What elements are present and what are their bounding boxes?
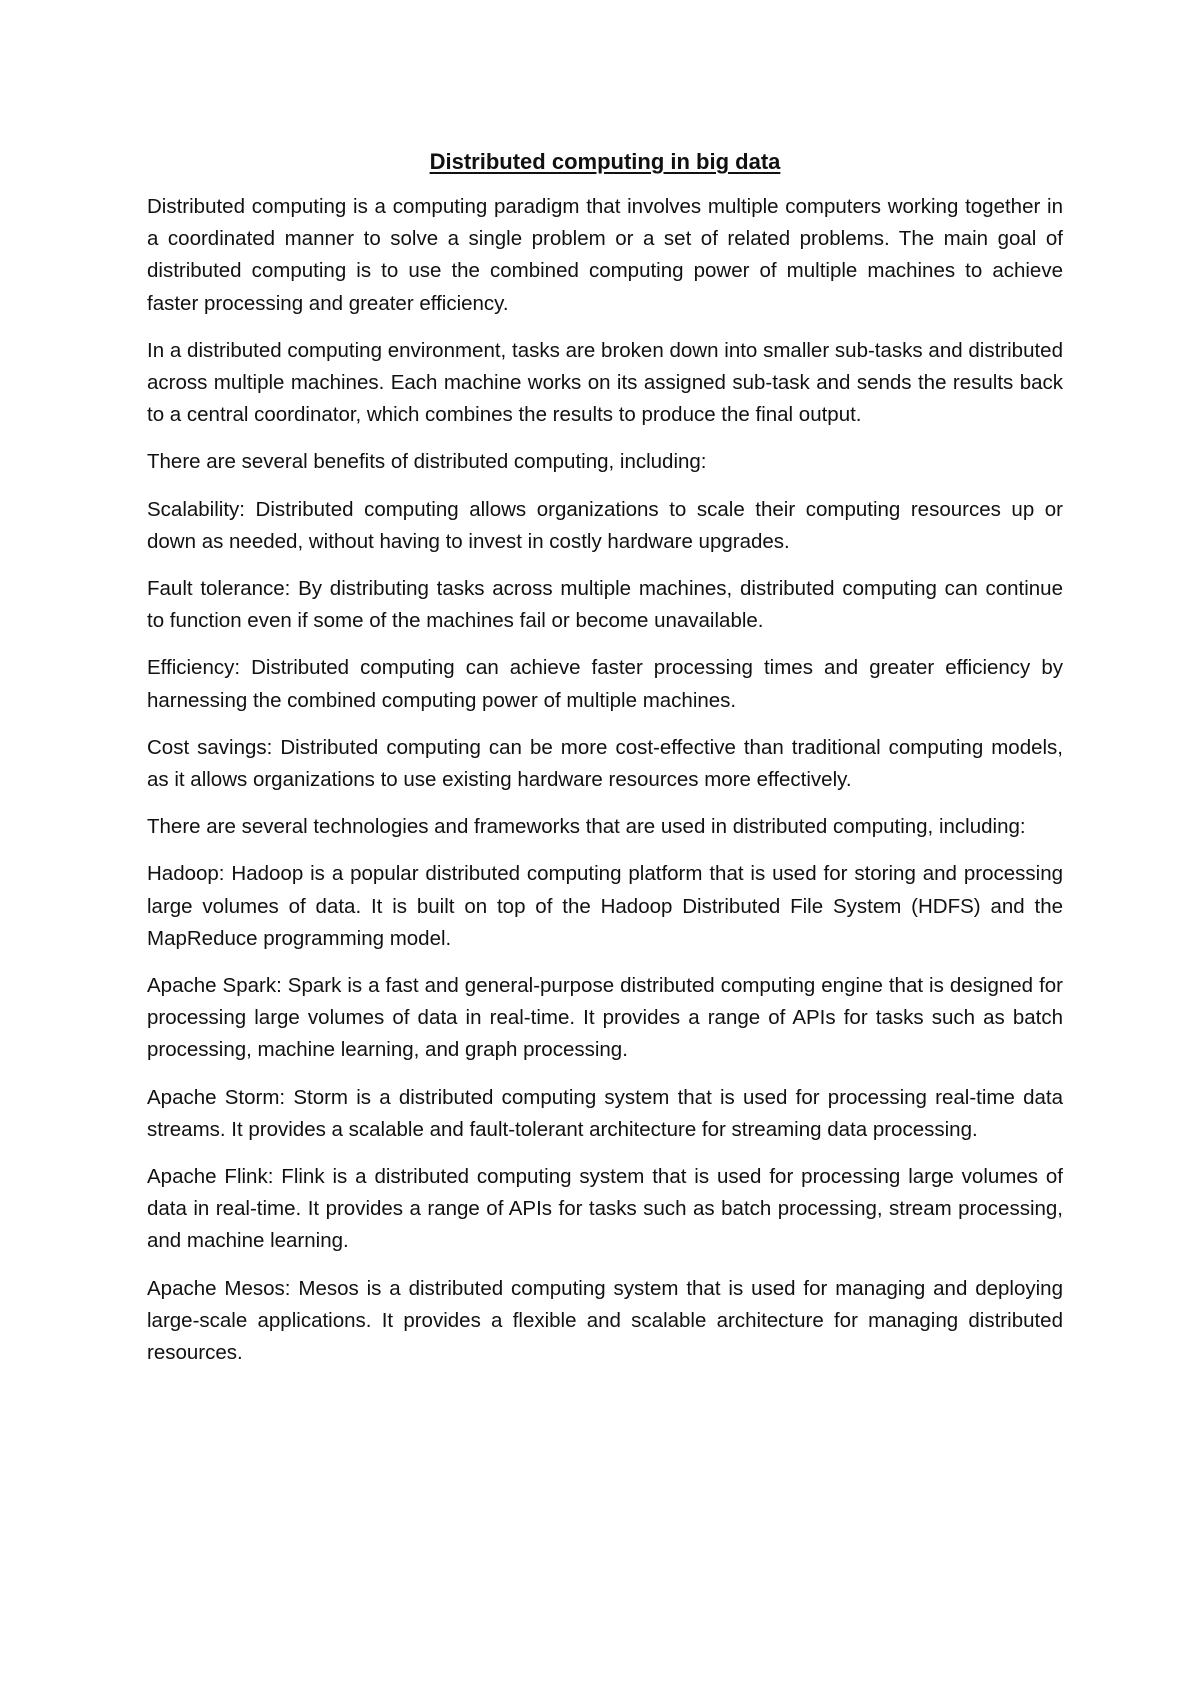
paragraph-fault-tolerance: Fault tolerance: By distributing tasks across multiple machines, distributed computing can continue to function even if some of the machines fail or become unavailable. — [147, 577, 1063, 633]
paragraph-cost-savings: Cost savings: Distributed computing can be more cost-effective than traditional computing models, as it allows organizations to use existing hardware resources more effectively. — [147, 735, 1063, 792]
paragraph-scalability: Scalability: Distributed computing allows organizations to scale their computing resources up or down as needed, without having to invest in costly hardware upgrades. — [147, 497, 1063, 553]
paragraph-apache-flink: Apache Flink: Flink is a distributed computing system that is used for processing large volumes of data in real-time. It provides a range of APIs for tasks such as batch processing, stream processing, and machine learning. — [147, 1165, 1063, 1253]
document-title: Distributed computing in big data — [429, 149, 781, 174]
paragraph-efficiency: Efficiency: Distributed computing can achieve faster processing times and greater efficiency by harnessing the combined computing power of multiple machines. — [147, 656, 1063, 712]
paragraph-apache-mesos: Apache Mesos: Mesos is a distributed computing system that is used for managing and deploying large-scale applications. It provides a flexible and scalable architecture for managing distributed resources. — [147, 1276, 1063, 1365]
document-body — [147, 145, 1063, 1384]
paragraph-apache-storm: Apache Storm: Storm is a distributed computing system that is used for processing real-time data streams. It provides a scalable and fault-tolerant architecture for streaming data processing. — [147, 1085, 1063, 1141]
paragraph-technologies-intro: There are several technologies and frameworks that are used in distributed computing, including: — [147, 815, 1026, 839]
paragraph-intro: Distributed computing is a computing paradigm that involves multiple computers working together in a coordinated manner to solve a single problem or a set of related problems. The main goal of distributed computing is to use the combined computing power of multiple machines to achieve faster processing and greater efficiency. — [147, 195, 1063, 315]
paragraph-hadoop: Hadoop: Hadoop is a popular distributed computing platform that is used for storing and processing large volumes of data. It is built on top of the Hadoop Distributed File System (HDFS) and the MapReduce programming model. — [147, 862, 1063, 950]
paragraph-benefits-intro: There are several benefits of distributed computing, including: — [147, 450, 707, 474]
paragraph-apache-spark: Apache Spark: Spark is a fast and general-purpose distributed computing engine that is designed for processing large volumes of data in real-time. It provides a range of APIs for tasks such as batch processing, machine learning, and graph processing. — [147, 974, 1063, 1062]
paragraph-environment: In a distributed computing environment, tasks are broken down into smaller sub-tasks and distributed across multiple machines. Each machine works on its assigned sub-task and sends the results back to a central coordinator, which combines the results to produce the final output. — [147, 338, 1063, 427]
